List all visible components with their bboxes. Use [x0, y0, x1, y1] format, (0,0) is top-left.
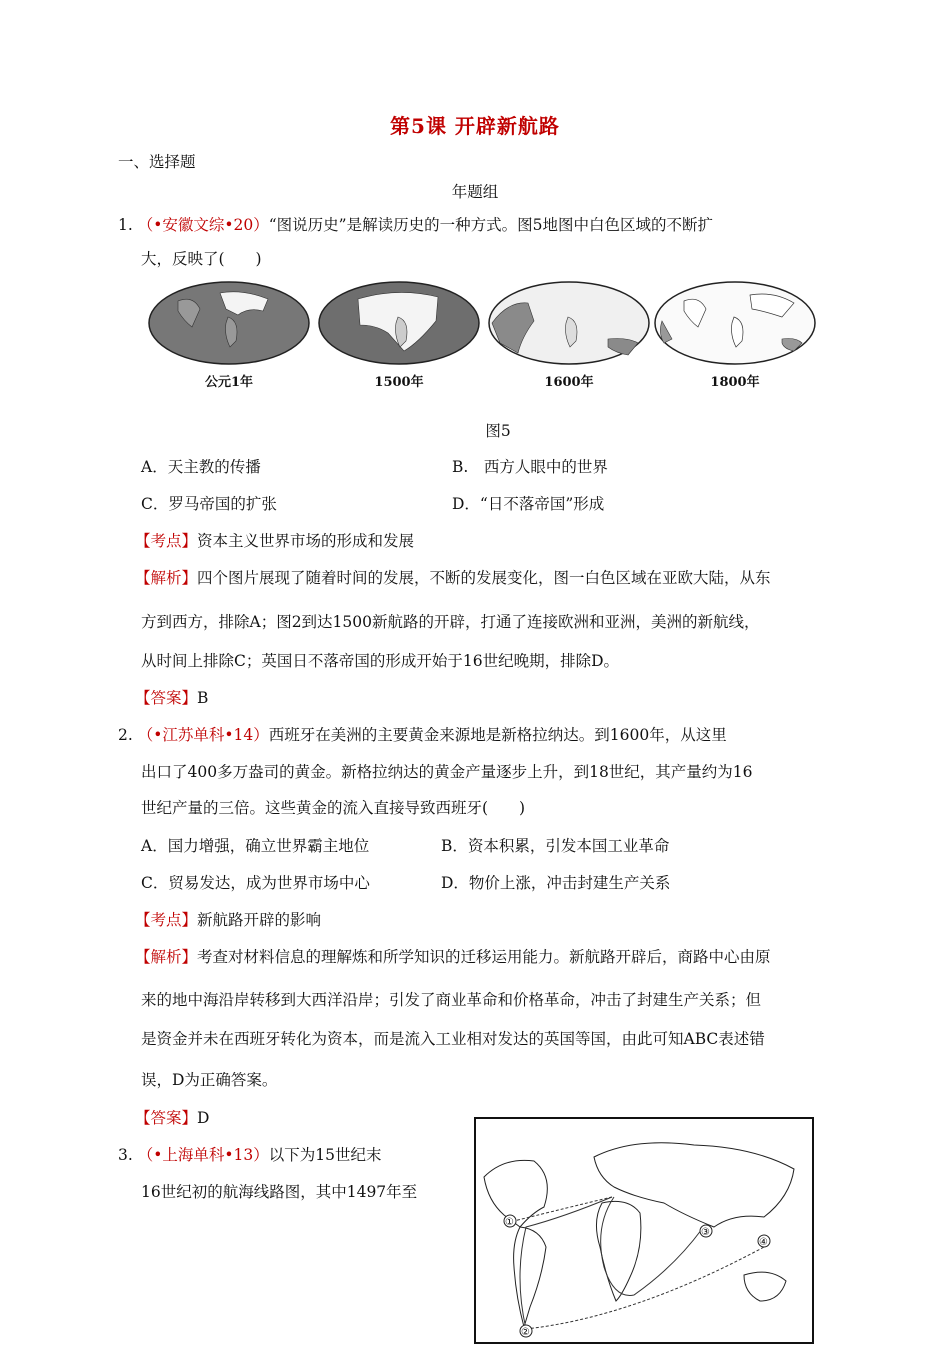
option-c: C．贸易发达，成为世界市场中心 [141, 874, 370, 892]
question-stem: “图说历史”是解读历史的一种方式。图5地图中白色区域的不断扩 [268, 216, 713, 234]
question-stem: 以下为15世纪末 [268, 1146, 382, 1164]
route-number: ③ [701, 1227, 710, 1238]
map-label: 1500年 [374, 375, 424, 390]
jiexi-line: 方到西方，排除A；图2到达1500新航路的开辟，打通了连接欧洲和亚洲，美洲的新航线， [141, 613, 760, 631]
section-heading: 一、选择题 [118, 153, 196, 171]
answer-text: D [197, 1109, 210, 1127]
jiexi-line: 误，D为正确答案。 [141, 1071, 278, 1089]
world-map-2 [318, 281, 480, 365]
jiexi-tag: 【解析】 [135, 569, 198, 587]
world-map-4 [654, 281, 816, 365]
answer-tag: 【答案】 [135, 1109, 198, 1127]
question-3 [118, 1143, 381, 1165]
option-c: C．罗马帝国的扩张 [141, 495, 277, 513]
world-maps-figure [148, 281, 816, 391]
question-number: 3. [118, 1146, 133, 1164]
voyage-route-map [474, 1117, 814, 1344]
option-b: B. 西方人眼中的世界 [452, 458, 608, 476]
option-d: D．“日不落帝国”形成 [452, 495, 605, 513]
question-source: （•安徽文综•20） [137, 216, 269, 234]
page-title: 第5课 开辟新航路 [390, 114, 560, 138]
jiexi-tag: 【解析】 [135, 948, 198, 966]
question-stem: 西班牙在美洲的主要黄金来源地是新格拉纳达。到1600年，从这里 [268, 726, 727, 744]
route-number: ① [505, 1217, 514, 1228]
jiexi-line: 是资金并未在西班牙转化为资本，而是流入工业相对发达的英国等国，由此可知ABC表述错 [141, 1030, 765, 1048]
figure-caption: 图5 [485, 422, 511, 440]
route-number: ④ [759, 1237, 768, 1248]
question-stem-line2: 出口了400多万盎司的黄金。新格拉纳达的黄金产量逐步上升，到18世纪，其产量约为16 [141, 763, 753, 781]
map-label: 公元1年 [204, 375, 254, 390]
question-source: （•江苏单科•14） [137, 726, 269, 744]
option-a: A．国力增强，确立世界霸主地位 [141, 837, 370, 855]
kaodian [135, 529, 414, 551]
answer-text: B [197, 689, 209, 707]
group-heading: 年题组 [451, 183, 499, 201]
kaodian-tag: 【考点】 [135, 911, 198, 929]
kaodian-text: 资本主义世界市场的形成和发展 [197, 532, 415, 550]
jiexi-line: 来的地中海沿岸转移到大西洋沿岸；引发了商业革命和价格革命，冲击了封建生产关系；但 [141, 991, 762, 1009]
question-stem-line3: 世纪产量的三倍。这些黄金的流入直接导致西班牙( ) [141, 799, 526, 817]
jiexi-text: 考查对材料信息的理解炼和所学知识的迁移运用能力。新航路开辟后，商路中心由原 [197, 948, 771, 966]
jiexi-line: 从时间上排除C；英国日不落帝国的形成开始于16世纪晚期，排除D。 [141, 652, 620, 670]
map-label: 1800年 [710, 375, 760, 390]
kaodian-tag: 【考点】 [135, 532, 198, 550]
map-label: 1600年 [544, 375, 594, 390]
kaodian-text: 新航路开辟的影响 [197, 911, 322, 929]
question-number: 1. [118, 216, 133, 234]
option-d: D．物价上涨，冲击封建生产关系 [441, 874, 671, 892]
question-stem-line2: 大，反映了( ) [141, 250, 262, 268]
question-stem-line2: 16世纪初的航海线路图，其中1497年至 [141, 1183, 418, 1201]
option-b: B．资本积累，引发本国工业革命 [441, 837, 670, 855]
answer [135, 686, 208, 708]
world-map-1 [148, 281, 310, 365]
answer [135, 1106, 209, 1128]
answer-tag: 【答案】 [135, 689, 198, 707]
question-1 [118, 213, 713, 235]
question-source: （•上海单科•13） [137, 1146, 269, 1164]
question-number: 2. [118, 726, 133, 744]
route-number: ② [521, 1327, 530, 1338]
kaodian [135, 908, 321, 930]
option-a: A．天主教的传播 [141, 458, 261, 476]
jiexi-text: 四个图片展现了随着时间的发展，不断的发展变化，图一白色区域在亚欧大陆，从东 [197, 569, 771, 587]
jiexi [135, 566, 771, 588]
question-2 [118, 723, 727, 745]
world-map-3 [488, 281, 650, 365]
jiexi [135, 945, 771, 967]
